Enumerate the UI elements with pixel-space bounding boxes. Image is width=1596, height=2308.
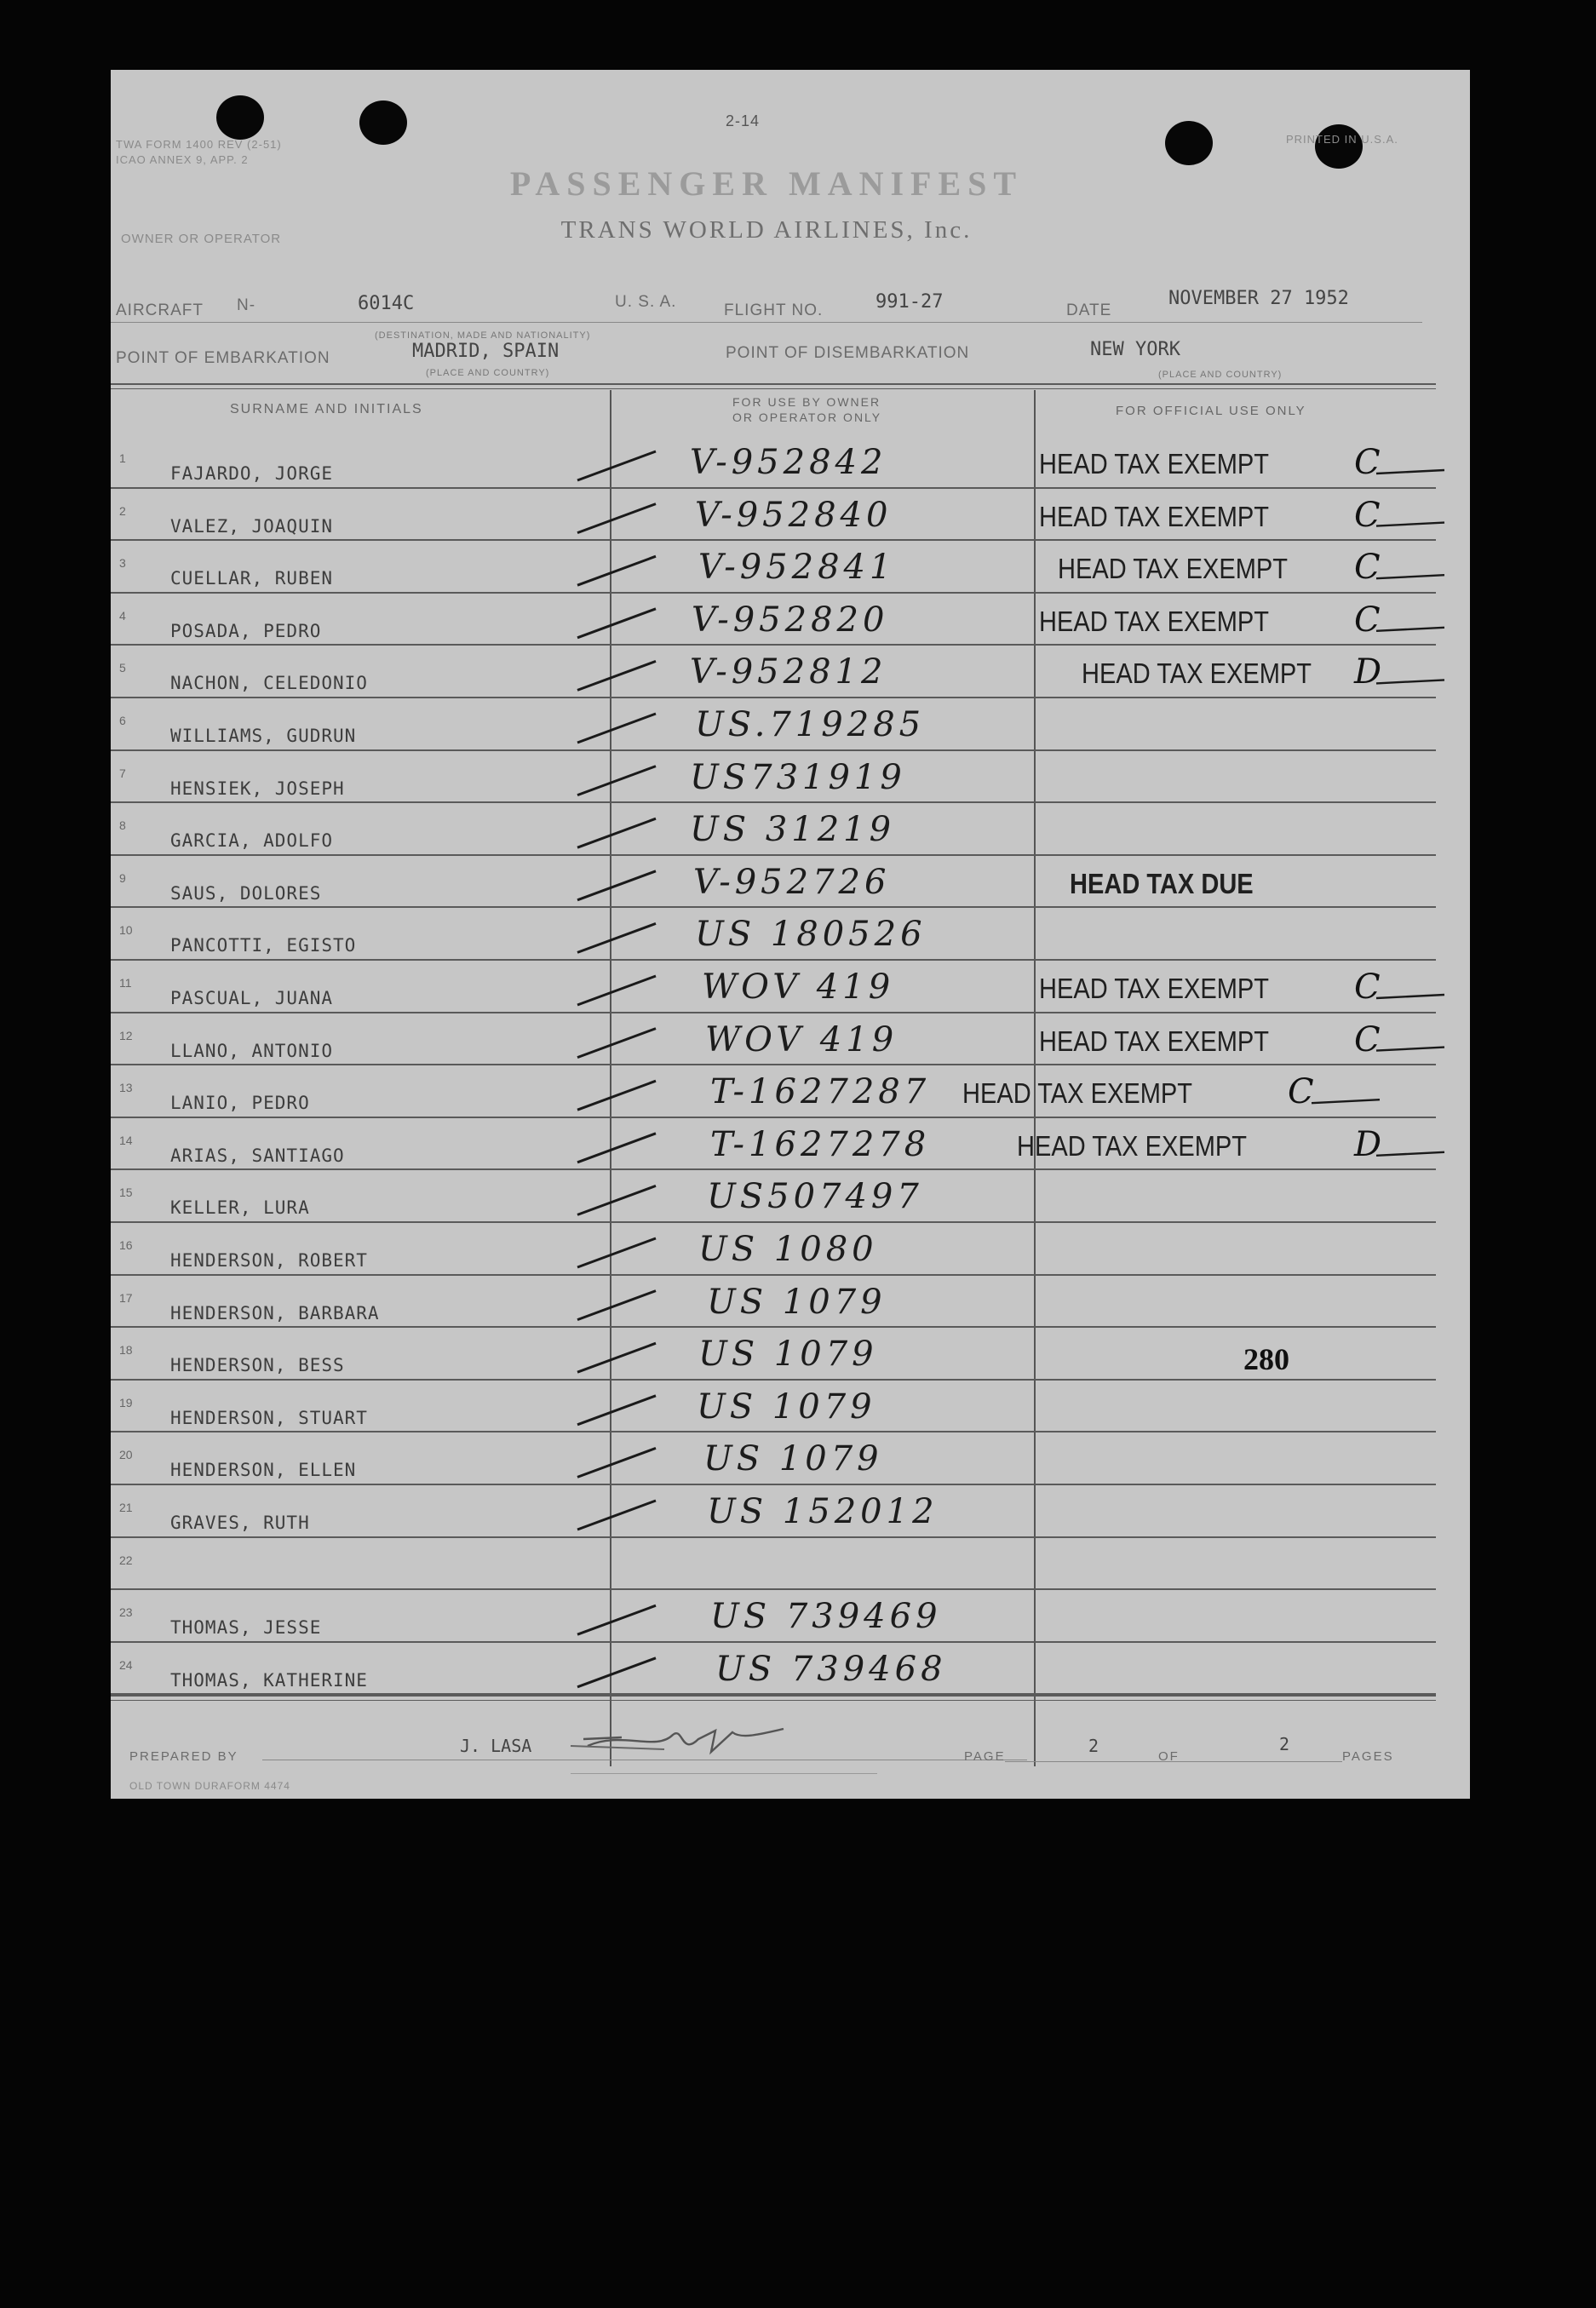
document-number: US 1079 bbox=[703, 1439, 883, 1479]
passenger-name: PASCUAL, JUANA bbox=[170, 988, 334, 1008]
head-tax-exempt-stamp: HEAD TAX EXEMPT bbox=[962, 1077, 1193, 1110]
row-number: 3 bbox=[119, 556, 126, 571]
row-rule bbox=[111, 1064, 1436, 1065]
row-number: 11 bbox=[119, 976, 132, 990]
document-number: US 31219 bbox=[690, 810, 896, 850]
document-number: US507497 bbox=[707, 1177, 923, 1217]
passenger-name: GRAVES, RUTH bbox=[170, 1513, 310, 1533]
head-tax-exempt-stamp: HEAD TAX EXEMPT bbox=[1039, 1025, 1270, 1057]
head-tax-due-stamp: HEAD TAX DUE bbox=[1070, 867, 1254, 899]
row-number: 6 bbox=[119, 714, 126, 727]
code-underline bbox=[1376, 628, 1444, 631]
check-mark bbox=[577, 1658, 656, 1687]
row-rule bbox=[111, 906, 1436, 908]
official-number: 280 bbox=[1243, 1342, 1289, 1377]
flight-value: 991-27 bbox=[876, 291, 944, 313]
pages-label: PAGES bbox=[1342, 1749, 1394, 1764]
manifest-sheet bbox=[111, 70, 1470, 1799]
row-rule bbox=[111, 1431, 1436, 1432]
row-number: 12 bbox=[119, 1028, 133, 1042]
row-rule bbox=[111, 1641, 1436, 1643]
embark-hint2: (PLACE AND COUNTRY) bbox=[426, 368, 550, 378]
passenger-name: GARCIA, ADOLFO bbox=[170, 830, 334, 852]
document-number: WOV 419 bbox=[705, 1019, 898, 1059]
check-mark bbox=[577, 609, 656, 638]
row-rule bbox=[111, 1012, 1436, 1013]
row-number: 21 bbox=[119, 1501, 133, 1514]
operator-name: TRANS WORLD AIRLINES, Inc. bbox=[560, 216, 973, 244]
prepared-value: J. LASA bbox=[460, 1736, 532, 1756]
punch-hole bbox=[1165, 121, 1213, 165]
row-rule bbox=[111, 1326, 1436, 1328]
row-number: 20 bbox=[119, 1448, 133, 1462]
check-mark bbox=[577, 1501, 656, 1530]
document-number: US 1080 bbox=[698, 1230, 878, 1269]
row-rule bbox=[111, 539, 1436, 541]
passenger-name: WILLIAMS, GUDRUN bbox=[170, 726, 357, 746]
check-mark bbox=[577, 1134, 656, 1163]
document-number: V-952726 bbox=[693, 862, 891, 902]
row-rule bbox=[111, 749, 1436, 751]
page-line bbox=[1005, 1761, 1342, 1762]
aircraft-prefix: N- bbox=[237, 296, 256, 314]
row-number: 7 bbox=[119, 766, 126, 780]
head-tax-exempt-stamp: HEAD TAX EXEMPT bbox=[1058, 553, 1289, 585]
row-number: 15 bbox=[119, 1186, 133, 1200]
date-value: NOVEMBER 27 1952 bbox=[1168, 288, 1349, 309]
code-underline bbox=[1376, 523, 1444, 526]
row-number: 1 bbox=[119, 451, 126, 465]
punch-hole bbox=[359, 100, 407, 145]
passenger-name: THOMAS, JESSE bbox=[170, 1617, 322, 1639]
embark-label: POINT OF EMBARKATION bbox=[116, 349, 330, 367]
document-number: T-1627278 bbox=[710, 1124, 931, 1164]
row-number: 8 bbox=[119, 818, 126, 833]
document-number: US 1079 bbox=[707, 1282, 887, 1322]
class-code-mark: C bbox=[1354, 443, 1381, 482]
row-number: 5 bbox=[119, 661, 126, 675]
row-rule bbox=[111, 1221, 1436, 1223]
passenger-name: THOMAS, KATHERINE bbox=[170, 1669, 368, 1691]
check-mark bbox=[577, 766, 656, 795]
document-number: US 1079 bbox=[697, 1387, 876, 1427]
header-rule bbox=[111, 388, 1436, 389]
head-tax-exempt-stamp: HEAD TAX EXEMPT bbox=[1039, 973, 1270, 1004]
class-code-mark: C bbox=[1354, 600, 1381, 640]
owner-column-header-2: OR OPERATOR ONLY bbox=[732, 411, 882, 424]
row-rule bbox=[111, 1274, 1436, 1276]
check-mark bbox=[577, 1343, 656, 1372]
row-rule bbox=[111, 1588, 1436, 1590]
row-rule bbox=[111, 854, 1436, 856]
row-number: 13 bbox=[119, 1081, 133, 1095]
class-code-mark: D bbox=[1354, 1124, 1382, 1164]
disembark-label: POINT OF DISEMBARKATION bbox=[726, 344, 970, 362]
code-underline bbox=[1376, 470, 1444, 474]
row-rule bbox=[111, 1117, 1436, 1118]
owner-column-header: FOR USE BY OWNER bbox=[732, 395, 881, 409]
prepared-label: PREPARED BY bbox=[129, 1749, 238, 1764]
form-annex: ICAO ANNEX 9, APP. 2 bbox=[116, 153, 249, 166]
footer-rule bbox=[111, 1695, 1436, 1697]
check-mark bbox=[577, 1448, 656, 1477]
row-rule bbox=[111, 1484, 1436, 1485]
passenger-name: HENDERSON, ROBERT bbox=[170, 1250, 368, 1271]
passenger-name: HENSIEK, JOSEPH bbox=[170, 778, 345, 799]
head-tax-exempt-stamp: HEAD TAX EXEMPT bbox=[1082, 657, 1312, 690]
passenger-name: ARIAS, SANTIAGO bbox=[170, 1145, 345, 1166]
official-column-header: FOR OFFICIAL USE ONLY bbox=[1116, 404, 1306, 418]
document-number: V-952812 bbox=[690, 652, 887, 692]
passenger-name: SAUS, DOLORES bbox=[170, 882, 322, 904]
check-mark bbox=[577, 1396, 656, 1425]
punch-hole bbox=[1315, 124, 1363, 169]
row-number: 9 bbox=[119, 870, 126, 885]
code-underline bbox=[1376, 680, 1444, 683]
document-number: US 180526 bbox=[695, 915, 927, 955]
passenger-name: KELLER, LURA bbox=[170, 1197, 310, 1219]
signature-line bbox=[571, 1773, 877, 1774]
punch-hole bbox=[216, 95, 264, 140]
row-rule bbox=[111, 487, 1436, 489]
row-number: 24 bbox=[119, 1657, 133, 1672]
passenger-name: FAJARDO, JORGE bbox=[170, 463, 334, 484]
row-number: 18 bbox=[119, 1343, 133, 1358]
document-number: V-952820 bbox=[692, 600, 889, 640]
footer-rule bbox=[111, 1700, 1436, 1701]
check-mark bbox=[577, 1238, 656, 1267]
aircraft-label: AIRCRAFT bbox=[116, 301, 204, 319]
surname-column-header: SURNAME AND INITIALS bbox=[230, 402, 423, 416]
printer-imprint: OLD TOWN DURAFORM 4474 bbox=[129, 1780, 290, 1792]
head-tax-exempt-stamp: HEAD TAX EXEMPT bbox=[1039, 500, 1270, 532]
check-mark bbox=[577, 661, 656, 690]
date-label: DATE bbox=[1066, 301, 1112, 319]
page-label: PAGE bbox=[964, 1749, 1006, 1764]
top-stamp: 2-14 bbox=[726, 112, 761, 129]
row-number: 10 bbox=[119, 923, 133, 938]
check-mark bbox=[577, 556, 656, 585]
check-mark bbox=[577, 1291, 656, 1320]
class-code-mark: C bbox=[1354, 495, 1381, 535]
passenger-name: HENDERSON, BESS bbox=[170, 1355, 345, 1376]
row-number: 19 bbox=[119, 1395, 133, 1409]
document-number: US 739468 bbox=[715, 1649, 947, 1689]
document-number: V-952842 bbox=[690, 443, 887, 482]
class-code-mark: C bbox=[1354, 967, 1381, 1007]
class-code-mark: C bbox=[1288, 1072, 1314, 1112]
passenger-name: LANIO, PEDRO bbox=[170, 1093, 310, 1114]
document-number: V-952841 bbox=[698, 548, 896, 588]
owner-label: OWNER OR OPERATOR bbox=[121, 232, 282, 246]
row-rule bbox=[111, 1536, 1436, 1538]
row-rule bbox=[111, 592, 1436, 594]
page-value: 2 bbox=[1088, 1736, 1099, 1756]
row-number: 2 bbox=[119, 503, 126, 518]
embark-value: MADRID, SPAIN bbox=[412, 341, 560, 362]
document-number: V-952840 bbox=[695, 495, 893, 535]
passenger-name: PANCOTTI, EGISTO bbox=[170, 935, 357, 956]
code-underline bbox=[1376, 1048, 1444, 1051]
class-code-mark: C bbox=[1354, 548, 1381, 588]
printed-in: PRINTED IN U.S.A. bbox=[1286, 133, 1398, 146]
check-mark bbox=[577, 451, 656, 480]
class-code-mark: C bbox=[1354, 1019, 1381, 1059]
row-rule bbox=[111, 697, 1436, 698]
head-tax-exempt-stamp: HEAD TAX EXEMPT bbox=[1039, 448, 1270, 479]
row-number: 23 bbox=[119, 1605, 133, 1620]
form-number: TWA FORM 1400 REV (2-51) bbox=[116, 138, 282, 151]
document-number: T-1627287 bbox=[710, 1072, 931, 1112]
document-number: US 152012 bbox=[707, 1492, 939, 1531]
check-mark bbox=[577, 1081, 656, 1110]
row-number: 17 bbox=[119, 1290, 133, 1305]
row-number: 22 bbox=[119, 1553, 133, 1567]
code-underline bbox=[1312, 1099, 1380, 1103]
passenger-name: VALEZ, JOAQUIN bbox=[170, 515, 334, 537]
rule bbox=[111, 322, 1422, 323]
disembark-hint: (PLACE AND COUNTRY) bbox=[1158, 370, 1283, 380]
code-underline bbox=[1376, 995, 1444, 998]
embark-hint: (DESTINATION, MADE AND NATIONALITY) bbox=[375, 330, 591, 341]
document-number: US.719285 bbox=[695, 705, 926, 744]
flight-label: FLIGHT NO. bbox=[724, 301, 824, 319]
class-code-mark: D bbox=[1354, 652, 1382, 692]
row-rule bbox=[111, 959, 1436, 961]
check-mark bbox=[577, 1029, 656, 1058]
check-mark bbox=[577, 923, 656, 952]
column-divider bbox=[610, 390, 611, 1766]
row-rule bbox=[111, 644, 1436, 646]
code-underline bbox=[1376, 1152, 1444, 1156]
document-number: US 1079 bbox=[698, 1335, 878, 1375]
of-label: OF bbox=[1158, 1749, 1180, 1764]
document-number: US731919 bbox=[690, 757, 906, 797]
passenger-name: HENDERSON, ELLEN bbox=[170, 1460, 357, 1481]
passenger-name: POSADA, PEDRO bbox=[170, 620, 322, 641]
row-rule bbox=[111, 1379, 1436, 1381]
check-mark bbox=[577, 871, 656, 900]
check-mark bbox=[577, 818, 656, 847]
header-rule bbox=[111, 383, 1436, 385]
row-rule bbox=[111, 801, 1436, 803]
code-underline bbox=[1376, 575, 1444, 578]
check-mark bbox=[577, 1605, 656, 1634]
disembark-value: NEW YORK bbox=[1090, 339, 1180, 360]
check-mark bbox=[577, 976, 656, 1005]
check-mark bbox=[577, 1186, 656, 1214]
country: U. S. A. bbox=[615, 293, 677, 311]
row-rule bbox=[111, 1168, 1436, 1170]
row-number: 16 bbox=[119, 1238, 133, 1252]
head-tax-exempt-stamp: HEAD TAX EXEMPT bbox=[1017, 1129, 1248, 1162]
aircraft-value: 6014C bbox=[358, 293, 415, 314]
row-number: 4 bbox=[119, 608, 126, 623]
head-tax-exempt-stamp: HEAD TAX EXEMPT bbox=[1039, 605, 1270, 637]
document-number: WOV 419 bbox=[702, 967, 895, 1007]
passenger-name: NACHON, CELEDONIO bbox=[170, 673, 368, 694]
row-number: 14 bbox=[119, 1133, 133, 1147]
of-value: 2 bbox=[1279, 1734, 1290, 1754]
check-mark bbox=[577, 504, 656, 533]
passenger-name: HENDERSON, STUART bbox=[170, 1407, 368, 1428]
passenger-name: LLANO, ANTONIO bbox=[170, 1040, 334, 1061]
passenger-name: HENDERSON, BARBARA bbox=[170, 1302, 380, 1323]
passenger-name: CUELLAR, RUBEN bbox=[170, 568, 334, 589]
check-mark bbox=[577, 714, 656, 743]
document-number: US 739469 bbox=[710, 1597, 942, 1637]
page-title: PASSENGER MANIFEST bbox=[509, 164, 1024, 203]
